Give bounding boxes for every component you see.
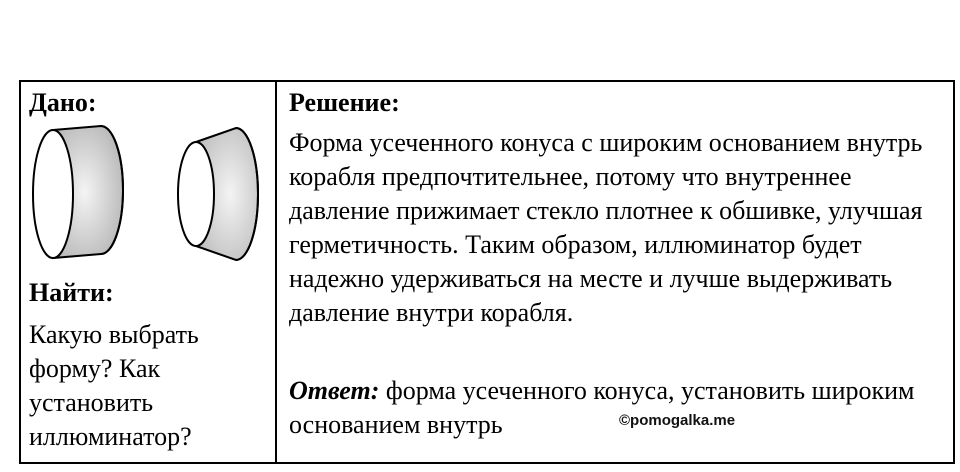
cylinder-icon (33, 126, 123, 258)
answer-label: Ответ: (289, 376, 380, 405)
solution-heading: Решение: (289, 88, 400, 117)
given-heading: Дано: (29, 88, 97, 117)
answer-text: форма усеченного конуса, установить широким основанием внутрь (289, 376, 915, 439)
given-column (21, 82, 277, 462)
shape-figures (31, 122, 267, 272)
find-heading: Найти: (29, 278, 114, 307)
find-question: Какую выбрать форму? Как установить иллюминатор? (29, 320, 199, 451)
truncated-cone-icon (178, 128, 258, 260)
solution-text: Форма усеченного конуса с широким основанием внутрь корабля предпочтительнее, потому что внутреннее давление прижимает стекло плотнее к обшивке, улучшая герметичность. Таким образом, иллюминатор будет надежно удерживаться на месте и лучше выдерживать давление внутри корабля. (289, 128, 923, 327)
task-table (19, 80, 955, 464)
answer-block (289, 374, 949, 442)
watermark: ©pomogalka.me (619, 412, 736, 429)
solution-column (277, 82, 953, 462)
